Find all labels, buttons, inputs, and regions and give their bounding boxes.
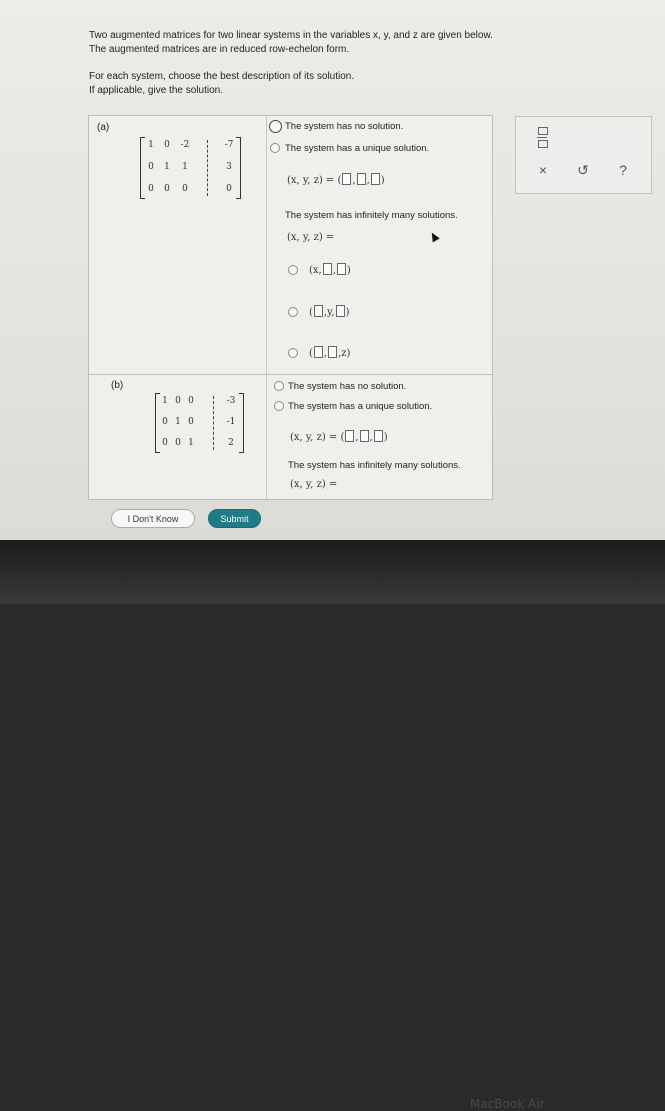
a-param-y-mid: y, <box>327 307 335 318</box>
submit-button[interactable]: Submit <box>208 509 261 528</box>
matrix-b <box>155 393 244 453</box>
a-param-z-input-2[interactable] <box>328 346 337 358</box>
dont-know-button[interactable]: I Don't Know <box>111 509 195 528</box>
instruction-line-3: For each system, choose the best description of its solution. <box>89 71 355 82</box>
screen <box>0 0 665 540</box>
matrix-b-cell: -1 <box>226 417 236 427</box>
matrix-b-cell: 0 <box>175 396 181 406</box>
a-param-x-input-2[interactable] <box>337 263 346 275</box>
b-unique-expression: (x, y, z) = ( , , ) <box>290 432 388 443</box>
matrix-a-cell: 0 <box>182 184 188 194</box>
column-divider <box>266 116 267 499</box>
b-unique-label[interactable]: The system has a unique solution. <box>288 401 433 412</box>
device-brand: MacBook Air <box>470 1097 545 1111</box>
b-no-solution-label[interactable]: The system has no solution. <box>288 381 407 392</box>
math-toolbox <box>515 116 652 194</box>
a-param-y-expression: ( ,y, ) <box>309 307 350 318</box>
matrix-b-cell: 0 <box>188 396 194 406</box>
clear-icon[interactable]: × <box>538 162 548 178</box>
a-unique-expr-prefix: (x, y, z) = ( <box>287 175 342 186</box>
b-unique-radio[interactable] <box>274 401 284 411</box>
help-icon[interactable]: ? <box>619 162 627 178</box>
a-unique-x-input[interactable] <box>342 173 351 185</box>
laptop-bezel <box>0 540 665 1111</box>
b-infinite-label[interactable]: The system has infinitely many solutions. <box>288 460 461 471</box>
matrix-a-cell: 0 <box>148 184 154 194</box>
b-unique-z-input[interactable] <box>374 430 383 442</box>
matrix-a-cell: 1 <box>148 140 154 150</box>
b-unique-y-input[interactable] <box>360 430 369 442</box>
a-infinite-expression: (x, y, z) = <box>287 232 335 243</box>
matrix-a-cell: 1 <box>164 162 170 172</box>
matrix-b-cell: 2 <box>228 438 234 448</box>
instructions <box>89 29 493 98</box>
matrix-a-cell: 1 <box>182 162 188 172</box>
a-unique-label[interactable]: The system has a unique solution. <box>285 143 430 154</box>
a-param-z-radio[interactable] <box>288 348 298 358</box>
a-param-x-expression: (x, , ) <box>309 265 351 276</box>
matrix-b-cell: 1 <box>175 417 181 427</box>
matrix-a-cell: -2 <box>180 140 190 150</box>
part-a-label: (a) <box>97 122 110 133</box>
a-no-solution-label[interactable]: The system has no solution. <box>285 121 404 132</box>
matrix-a-cell: 0 <box>164 140 170 150</box>
matrix-a-cell: 0 <box>148 162 154 172</box>
a-param-x-radio[interactable] <box>288 265 298 275</box>
matrix-b-cell: -3 <box>226 396 236 406</box>
a-param-y-radio[interactable] <box>288 307 298 317</box>
a-unique-z-input[interactable] <box>371 173 380 185</box>
matrix-b-cell: 1 <box>188 438 194 448</box>
b-unique-x-input[interactable] <box>345 430 354 442</box>
a-unique-expression: (x, y, z) = ( , , ) <box>287 175 385 186</box>
matrix-b-cell: 1 <box>162 396 168 406</box>
matrix-b-cell: 0 <box>162 438 168 448</box>
instruction-line-1: Two augmented matrices for two linear systems in the variables x, y, and z are given below. <box>89 30 493 41</box>
instruction-line-4: If applicable, give the solution. <box>89 85 223 96</box>
a-no-solution-radio[interactable] <box>269 120 282 133</box>
answer-panel <box>88 115 493 500</box>
a-param-x-input-1[interactable] <box>323 263 332 275</box>
matrix-a-cell: 3 <box>226 162 232 172</box>
matrix-b-cell: 0 <box>162 417 168 427</box>
matrix-a <box>140 137 241 199</box>
matrix-b-cell: 0 <box>188 417 194 427</box>
matrix-a-cell: 0 <box>164 184 170 194</box>
row-divider <box>89 374 492 375</box>
b-infinite-expression: (x, y, z) = <box>290 479 338 490</box>
a-param-y-input-2[interactable] <box>336 305 345 317</box>
matrix-a-cell: 0 <box>226 184 232 194</box>
a-param-z-suffix: z) <box>341 348 351 359</box>
a-unique-y-input[interactable] <box>357 173 366 185</box>
a-param-x-prefix: (x, <box>309 265 322 276</box>
a-param-z-input-1[interactable] <box>314 346 323 358</box>
b-no-solution-radio[interactable] <box>274 381 284 391</box>
fraction-icon[interactable] <box>538 127 548 148</box>
a-unique-radio[interactable] <box>270 143 280 153</box>
a-param-y-input-1[interactable] <box>314 305 323 317</box>
a-infinite-label[interactable]: The system has infinitely many solutions. <box>285 210 458 221</box>
undo-icon[interactable]: ↺ <box>577 162 589 178</box>
matrix-a-cell: -7 <box>224 140 234 150</box>
part-b-label: (b) <box>111 380 124 391</box>
a-param-z-expression: ( , ,z) <box>309 348 351 359</box>
instruction-line-2: The augmented matrices are in reduced row-echelon form. <box>89 44 350 55</box>
matrix-b-cell: 0 <box>175 438 181 448</box>
b-unique-expr-prefix: (x, y, z) = ( <box>290 432 345 443</box>
